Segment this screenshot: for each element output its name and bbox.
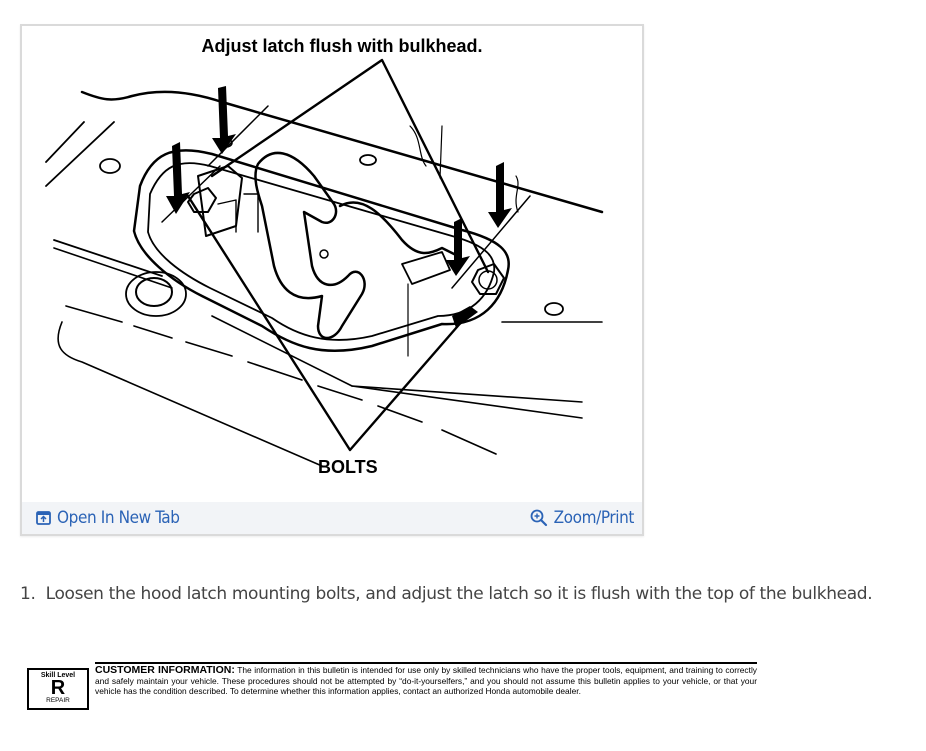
diagram-caption-top: Adjust latch flush with bulkhead. <box>201 36 483 56</box>
figure-card <box>20 24 644 536</box>
skill-level-title: Skill Level <box>40 672 76 679</box>
skill-level-label: REPAIR <box>46 697 70 704</box>
notice-heading: CUSTOMER INFORMATION: <box>95 664 235 676</box>
open-in-new-tab-icon <box>36 511 51 525</box>
figure-footer <box>22 502 642 534</box>
hood-latch-diagram[interactable] <box>22 26 642 502</box>
open-in-new-tab-link[interactable] <box>36 508 180 528</box>
open-in-new-tab-label: Open In New Tab <box>57 508 180 528</box>
step-instruction: Loosen the hood latch mounting bolts, and adjust the latch so it is flush with the top of the bulkhead. <box>45 584 873 604</box>
diagram-caption-bolts: BOLTS <box>318 457 378 477</box>
step-1 <box>20 584 872 604</box>
skill-level-badge <box>27 668 89 710</box>
notice-text <box>95 665 757 697</box>
customer-information-notice <box>25 660 757 714</box>
skill-level-letter: R <box>50 677 66 699</box>
latch-line-drawing <box>22 26 642 502</box>
zoom-print-link[interactable] <box>530 508 634 528</box>
step-number: 1. <box>20 584 36 604</box>
zoom-print-label: Zoom/Print <box>553 508 634 528</box>
notice-body: The information in this bulletin is intended for use only by skilled technicians who have the proper tools, equipment, and training to correctly and safely maintain your vehicle. These procedures should not be attempted by “do-it-yourselfers,” and you should not assume this bulletin applies to your vehicle, or that your vehicle has the condition described. To determine whether this information applies, contact an authorized Honda automobile dealer. <box>95 665 757 697</box>
zoom-in-icon <box>530 509 548 527</box>
